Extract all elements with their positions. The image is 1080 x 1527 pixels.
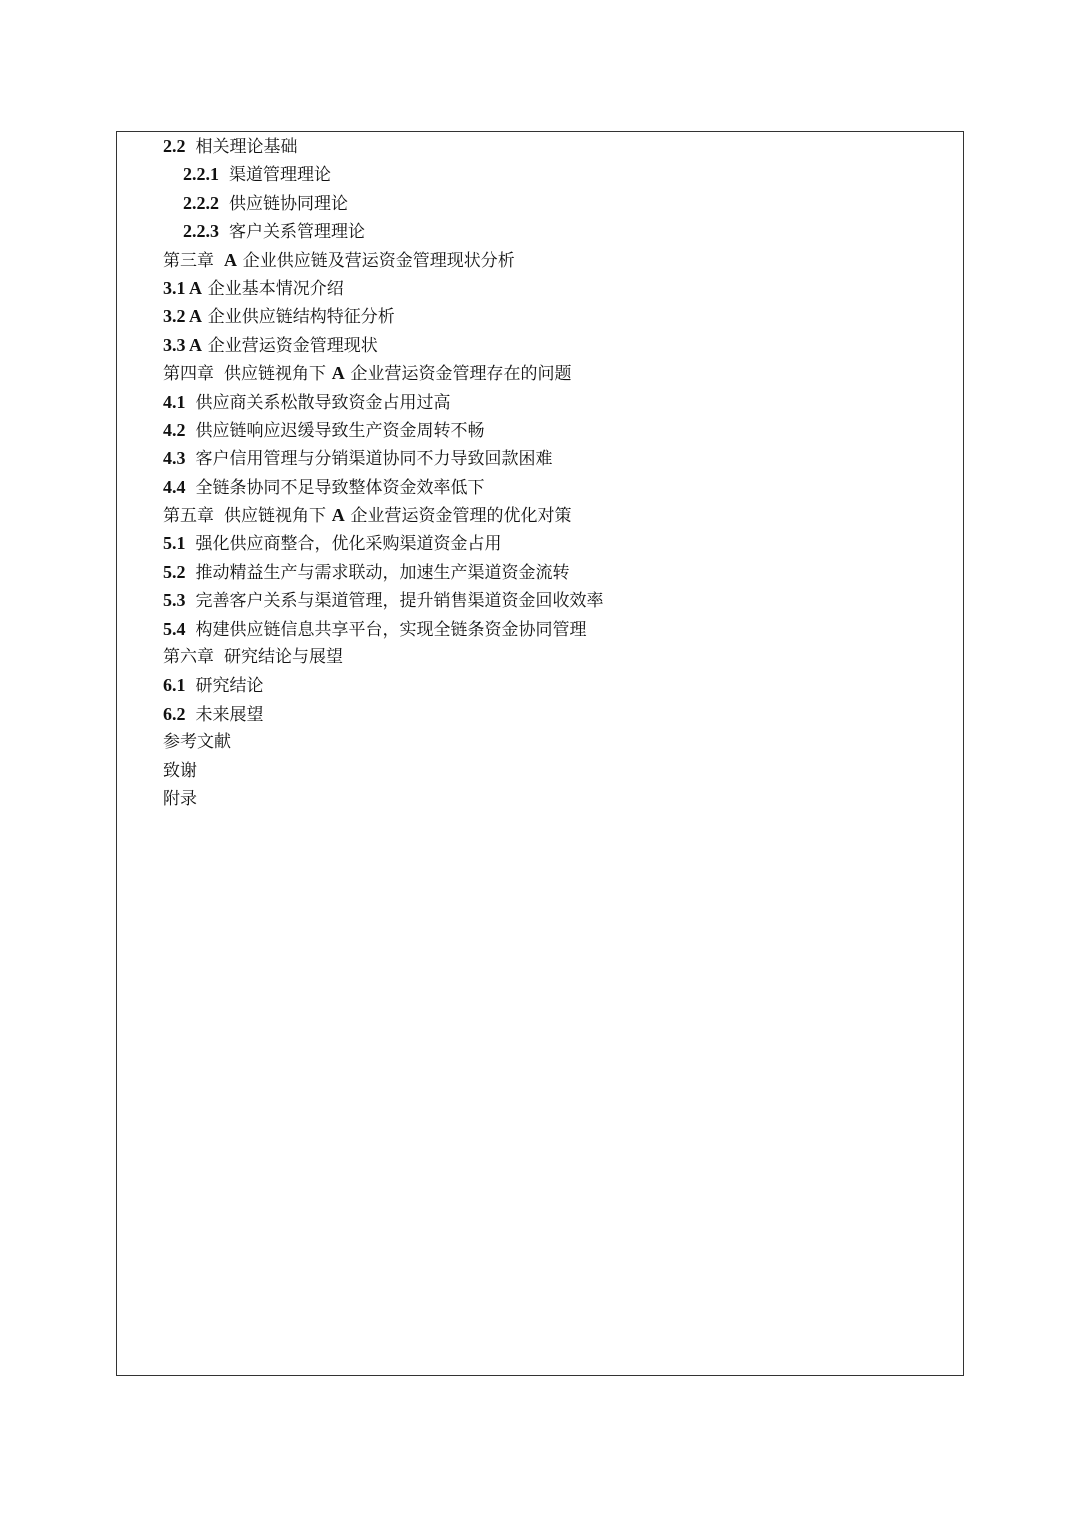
section-title: 渠道管理理论 (229, 165, 331, 186)
toc-entry (163, 388, 953, 416)
toc-entry (163, 501, 953, 529)
section-number: 2.2.3 (183, 221, 219, 242)
section-title: 致谢 (163, 760, 197, 781)
toc-entry (163, 558, 953, 586)
toc-entry (163, 757, 953, 785)
company-letter: A (331, 363, 345, 384)
section-number: 5.4 (163, 618, 186, 639)
toc-entry (163, 416, 953, 444)
section-number: 3.3 A (163, 334, 203, 355)
section-number: 3.2 A (163, 306, 203, 327)
toc-entry (163, 160, 953, 188)
chapter-label: 第四章 (163, 364, 214, 385)
toc-entry (163, 671, 953, 699)
chapter-title-prefix: 供应链视角下 (224, 364, 326, 385)
toc-entry (163, 132, 953, 160)
section-title: 完善客户关系与渠道管理，提升销售渠道资金回收效率 (195, 591, 604, 612)
section-title: 供应链协同理论 (229, 193, 348, 214)
section-number: 4.2 (163, 419, 186, 440)
toc-entry (163, 615, 953, 643)
section-title: 企业供应链结构特征分析 (207, 307, 395, 328)
section-title: 相关理论基础 (195, 137, 298, 157)
section-number: 6.2 (163, 703, 186, 724)
section-number: 5.3 (163, 590, 186, 611)
section-title: 企业营运资金管理现状 (207, 335, 378, 356)
section-number: 2.2.1 (183, 164, 219, 185)
section-number: 4.3 (163, 448, 186, 469)
section-title: 推动精益生产与需求联动，加速生产渠道资金流转 (195, 562, 570, 583)
chapter-title-prefix: 供应链视角下 (224, 506, 326, 527)
section-title: 企业基本情况介绍 (207, 278, 344, 299)
section-title: 参考文献 (163, 732, 231, 753)
section-title: 客户信用管理与分销渠道协同不力导致回款困难 (195, 449, 553, 470)
toc-entry (163, 473, 953, 501)
toc-entry (163, 189, 953, 217)
toc-entry (163, 444, 953, 472)
chapter-title: 企业供应链及营运资金管理现状分析 (242, 250, 515, 271)
toc-entry (163, 246, 953, 274)
company-letter: A (331, 505, 345, 526)
section-number: 4.1 (163, 391, 186, 412)
section-number: 5.1 (163, 533, 186, 554)
chapter-title: 企业营运资金管理存在的问题 (350, 364, 572, 385)
chapter-title: 企业营运资金管理的优化对策 (350, 506, 572, 527)
chapter-label: 第五章 (163, 506, 214, 527)
section-number: 4.4 (163, 476, 186, 497)
toc-entry (163, 529, 953, 557)
toc-entry (163, 302, 953, 330)
table-of-contents (163, 132, 953, 813)
section-number: 2.2 (163, 136, 186, 156)
section-number: 5.2 (163, 561, 186, 582)
section-title: 供应链响应迟缓导致生产资金周转不畅 (195, 420, 485, 441)
section-number: 2.2.2 (183, 192, 219, 213)
toc-entry (163, 586, 953, 614)
section-title: 构建供应链信息共享平台，实现全链条资金协同管理 (195, 619, 587, 640)
section-title: 客户关系管理理论 (229, 222, 365, 243)
toc-entry (163, 331, 953, 359)
section-number: 6.1 (163, 675, 186, 696)
chapter-label: 第三章 (163, 250, 214, 271)
toc-entry (163, 700, 953, 728)
section-title: 研究结论 (195, 676, 264, 697)
toc-entry (163, 785, 953, 813)
section-title: 强化供应商整合，优化采购渠道资金占用 (195, 534, 502, 555)
toc-entry (163, 643, 953, 671)
toc-entry (163, 728, 953, 756)
section-title: 供应商关系松散导致资金占用过高 (195, 392, 451, 413)
toc-entry (163, 217, 953, 245)
toc-entry (163, 359, 953, 387)
company-letter: A (224, 249, 237, 270)
toc-entry (163, 274, 953, 302)
section-title: 附录 (163, 788, 197, 809)
chapter-title: 研究结论与展望 (224, 647, 343, 668)
section-number: 3.1 A (163, 277, 203, 298)
section-title: 全链条协同不足导致整体资金效率低下 (195, 477, 485, 498)
chapter-label: 第六章 (163, 647, 214, 668)
section-title: 未来展望 (195, 704, 264, 725)
